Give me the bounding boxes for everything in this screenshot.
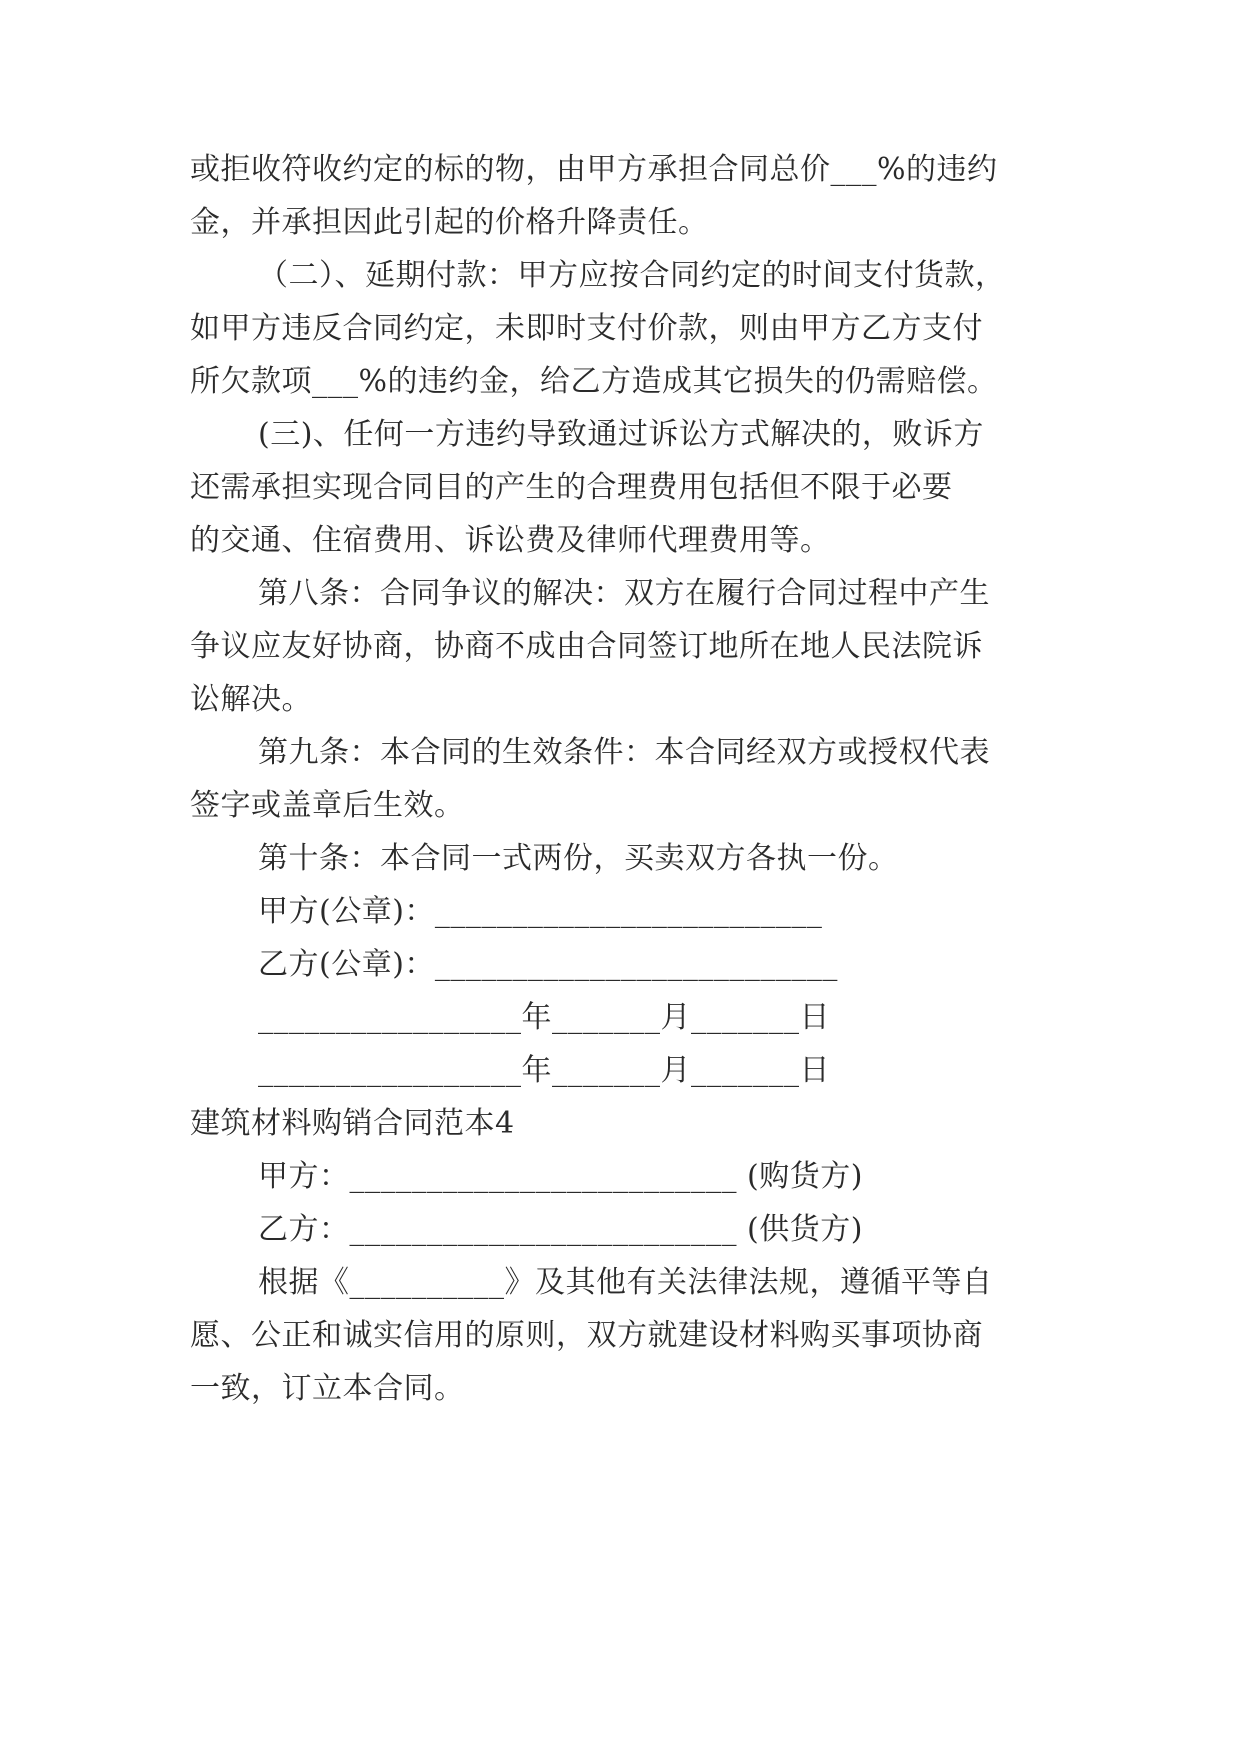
date-line-1: _________________年_______月_______日	[258, 1000, 830, 1035]
text-line-11: 讼解决。	[190, 682, 312, 717]
signature-line-party-b: 乙方(公章)：__________________________	[258, 947, 838, 982]
text-line-8: 的交通、住宿费用、诉讼费及律师代理费用等。	[190, 523, 831, 558]
text-line-2: 金，并承担因此引起的价格升降责任。	[190, 205, 709, 240]
section-heading: 建筑材料购销合同范本4	[190, 1106, 515, 1141]
text-line-12: 第九条：本合同的生效条件：本合同经双方或授权代表	[258, 735, 990, 770]
text-line-10: 争议应友好协商，协商不成由合同签订地所在地人民法院诉	[190, 629, 983, 664]
date-line-2: _________________年_______月_______日	[258, 1053, 830, 1088]
text-line-1: 或拒收符收约定的标的物，由甲方承担合同总价___%的违约	[190, 152, 998, 187]
text-line-23: 愿、公正和诚实信用的原则，双方就建设材料购买事项协商	[190, 1318, 983, 1353]
text-line-5: 所欠款项___%的违约金，给乙方造成其它损失的仍需赔偿。	[190, 364, 998, 399]
text-line-3: （二）、延期付款：甲方应按合同约定的时间支付货款，	[258, 258, 1006, 293]
text-line-7: 还需承担实现合同目的产生的合理费用包括但不限于必要	[190, 470, 953, 505]
signature-line-party-a: 甲方(公章)：_________________________	[258, 894, 823, 929]
text-line-6: (三)、任何一方违约导致通过诉讼方式解决的，败诉方	[258, 417, 984, 452]
text-line-24: 一致，订立本合同。	[190, 1371, 465, 1406]
text-line-13: 签字或盖章后生效。	[190, 788, 465, 823]
text-line-9: 第八条：合同争议的解决：双方在履行合同过程中产生	[258, 576, 990, 611]
party-a-line: 甲方：_________________________ (购货方)	[258, 1159, 863, 1194]
text-line-14: 第十条：本合同一式两份，买卖双方各执一份。	[258, 841, 899, 876]
party-b-line: 乙方：_________________________ (供货方)	[258, 1212, 863, 1247]
text-line-4: 如甲方违反合同约定，未即时支付价款，则由甲方乙方支付	[190, 311, 983, 346]
text-line-22: 根据《__________》及其他有关法律法规，遵循平等自	[258, 1265, 993, 1300]
